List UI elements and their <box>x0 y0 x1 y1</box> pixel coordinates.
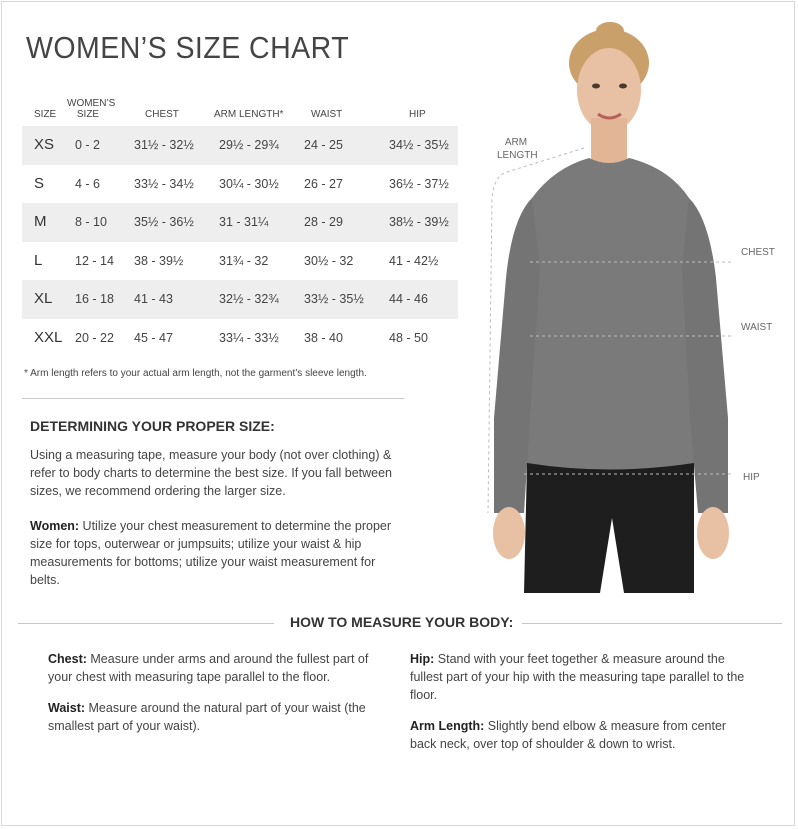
womens-size-cell: 20 - 22 <box>75 330 114 345</box>
arm-length-cell: 32½ - 32¾ <box>219 292 279 306</box>
arm-label-line2: LENGTH <box>497 150 538 161</box>
table-row <box>22 242 458 281</box>
determining-heading: DETERMINING YOUR PROPER SIZE: <box>30 418 275 434</box>
waist-instruction-text: Measure around the natural part of your waist (the smallest part of your waist). <box>48 701 366 733</box>
table-footnote: * Arm length refers to your actual arm length, not the garment’s sleeve length. <box>24 368 367 379</box>
arm-instruction-text: Slightly bend elbow & measure from center back neck, over top of shoulder & down to wrist. <box>410 719 727 751</box>
arm-label-line1: ARM <box>504 137 528 148</box>
model-figure <box>484 18 784 598</box>
size-cell: S <box>34 174 45 192</box>
size-cell: M <box>34 213 47 230</box>
chest-instruction-text: Measure under arms and around the fullest part of your chest with measuring tape parallel to the floor. <box>48 652 369 684</box>
hip-cell: 44 - 46 <box>389 292 428 306</box>
hip-label: HIP <box>743 472 760 483</box>
chest-instruction <box>48 650 393 686</box>
size-table <box>22 92 458 357</box>
waist-cell: 26 - 27 <box>304 176 343 191</box>
women-text: Utilize your chest measurement to determine the proper size for tops, outerwear or jumpsuits; utilize your waist & hip measurements for bottoms; utilize your waist measurement for belts. <box>30 519 392 587</box>
chest-cell: 35½ - 36½ <box>134 215 194 229</box>
chest-cell: 31½ - 32½ <box>134 138 194 152</box>
table-row <box>22 165 458 204</box>
shirt-torso <box>524 158 696 473</box>
divider <box>22 398 404 399</box>
table-row <box>22 126 458 165</box>
womens-size-cell: 8 - 10 <box>75 215 107 229</box>
arm-length-cell: 29½ - 29¾ <box>219 138 279 152</box>
header-arm-length: ARM LENGTH* <box>214 109 284 120</box>
determining-paragraph: Using a measuring tape, measure your body (not over clothing) & refer to body charts to determine the best size. If you fall between sizes, we recommend ordering the larger size. <box>30 448 392 498</box>
size-cell: XL <box>34 290 53 307</box>
womens-size-cell: 0 - 2 <box>75 138 101 152</box>
waist-instruction-label: Waist: <box>48 701 86 715</box>
size-cell: XXL <box>34 328 63 346</box>
waist-instruction <box>48 699 393 735</box>
size-cell: L <box>34 251 43 269</box>
hip-instruction-label: Hip: <box>410 652 435 666</box>
hip-cell: 34½ - 35½ <box>389 138 449 152</box>
table-row <box>22 280 458 319</box>
chest-cell: 33½ - 34½ <box>134 176 194 191</box>
header-womens-line2: SIZE <box>76 109 100 120</box>
table-header <box>22 92 458 126</box>
model-illustration <box>484 18 784 598</box>
chest-cell: 41 - 43 <box>134 292 173 306</box>
chest-label: CHEST <box>741 247 775 258</box>
waist-label: WAIST <box>741 322 773 333</box>
hip-cell: 48 - 50 <box>389 330 428 345</box>
hair-bun <box>596 22 624 40</box>
arm-length-cell: 30¼ - 30½ <box>219 176 279 191</box>
arm-length-cell: 31 - 31¼ <box>219 215 269 229</box>
how-divider-right <box>522 623 782 624</box>
chest-instruction-label: Chest: <box>48 652 87 666</box>
arm-length-label <box>497 136 538 162</box>
arm-instruction-label: Arm Length: <box>410 719 485 733</box>
women-paragraph <box>30 517 402 589</box>
table-row <box>22 203 458 242</box>
chest-cell: 45 - 47 <box>134 330 173 345</box>
leggings <box>524 463 694 593</box>
size-cell: XS <box>34 136 55 153</box>
arm-length-cell: 33¼ - 33½ <box>219 330 279 345</box>
waist-cell: 28 - 29 <box>304 215 343 229</box>
how-to-header <box>18 614 782 634</box>
arm-length-cell: 31¾ - 32 <box>219 253 269 268</box>
how-divider-left <box>18 623 274 624</box>
header-hip: HIP <box>409 109 426 120</box>
header-womens-line1: WOMEN’S <box>67 98 116 109</box>
womens-size-cell: 12 - 14 <box>75 253 114 268</box>
header-waist: WAIST <box>311 109 343 120</box>
hip-cell: 36½ - 37½ <box>389 176 449 191</box>
hip-instruction <box>410 650 755 704</box>
waist-cell: 38 - 40 <box>304 330 343 345</box>
left-hand <box>493 507 525 559</box>
header-womens-size <box>67 98 116 120</box>
right-hand <box>697 507 729 559</box>
arm-instruction <box>410 717 755 753</box>
waist-cell: 33½ - 35½ <box>304 292 364 306</box>
womens-size-cell: 4 - 6 <box>75 176 101 191</box>
page-title: WOMEN’S SIZE CHART <box>26 30 350 65</box>
header-chest: CHEST <box>145 109 179 120</box>
chest-cell: 38 - 39½ <box>134 253 184 268</box>
women-label: Women: <box>30 519 80 533</box>
waist-cell: 24 - 25 <box>304 138 343 152</box>
hip-instruction-text: Stand with your feet together & measure around the fullest part of your hip with the measuring tape parallel to the floor. <box>410 652 745 702</box>
how-to-heading: HOW TO MEASURE YOUR BODY: <box>290 614 514 630</box>
waist-cell: 30½ - 32 <box>304 253 354 268</box>
neck <box>591 118 627 168</box>
hip-cell: 41 - 42½ <box>389 253 439 268</box>
womens-size-cell: 16 - 18 <box>75 292 114 306</box>
header-size: SIZE <box>34 109 57 120</box>
table-row <box>22 319 458 358</box>
hip-cell: 38½ - 39½ <box>389 215 449 229</box>
